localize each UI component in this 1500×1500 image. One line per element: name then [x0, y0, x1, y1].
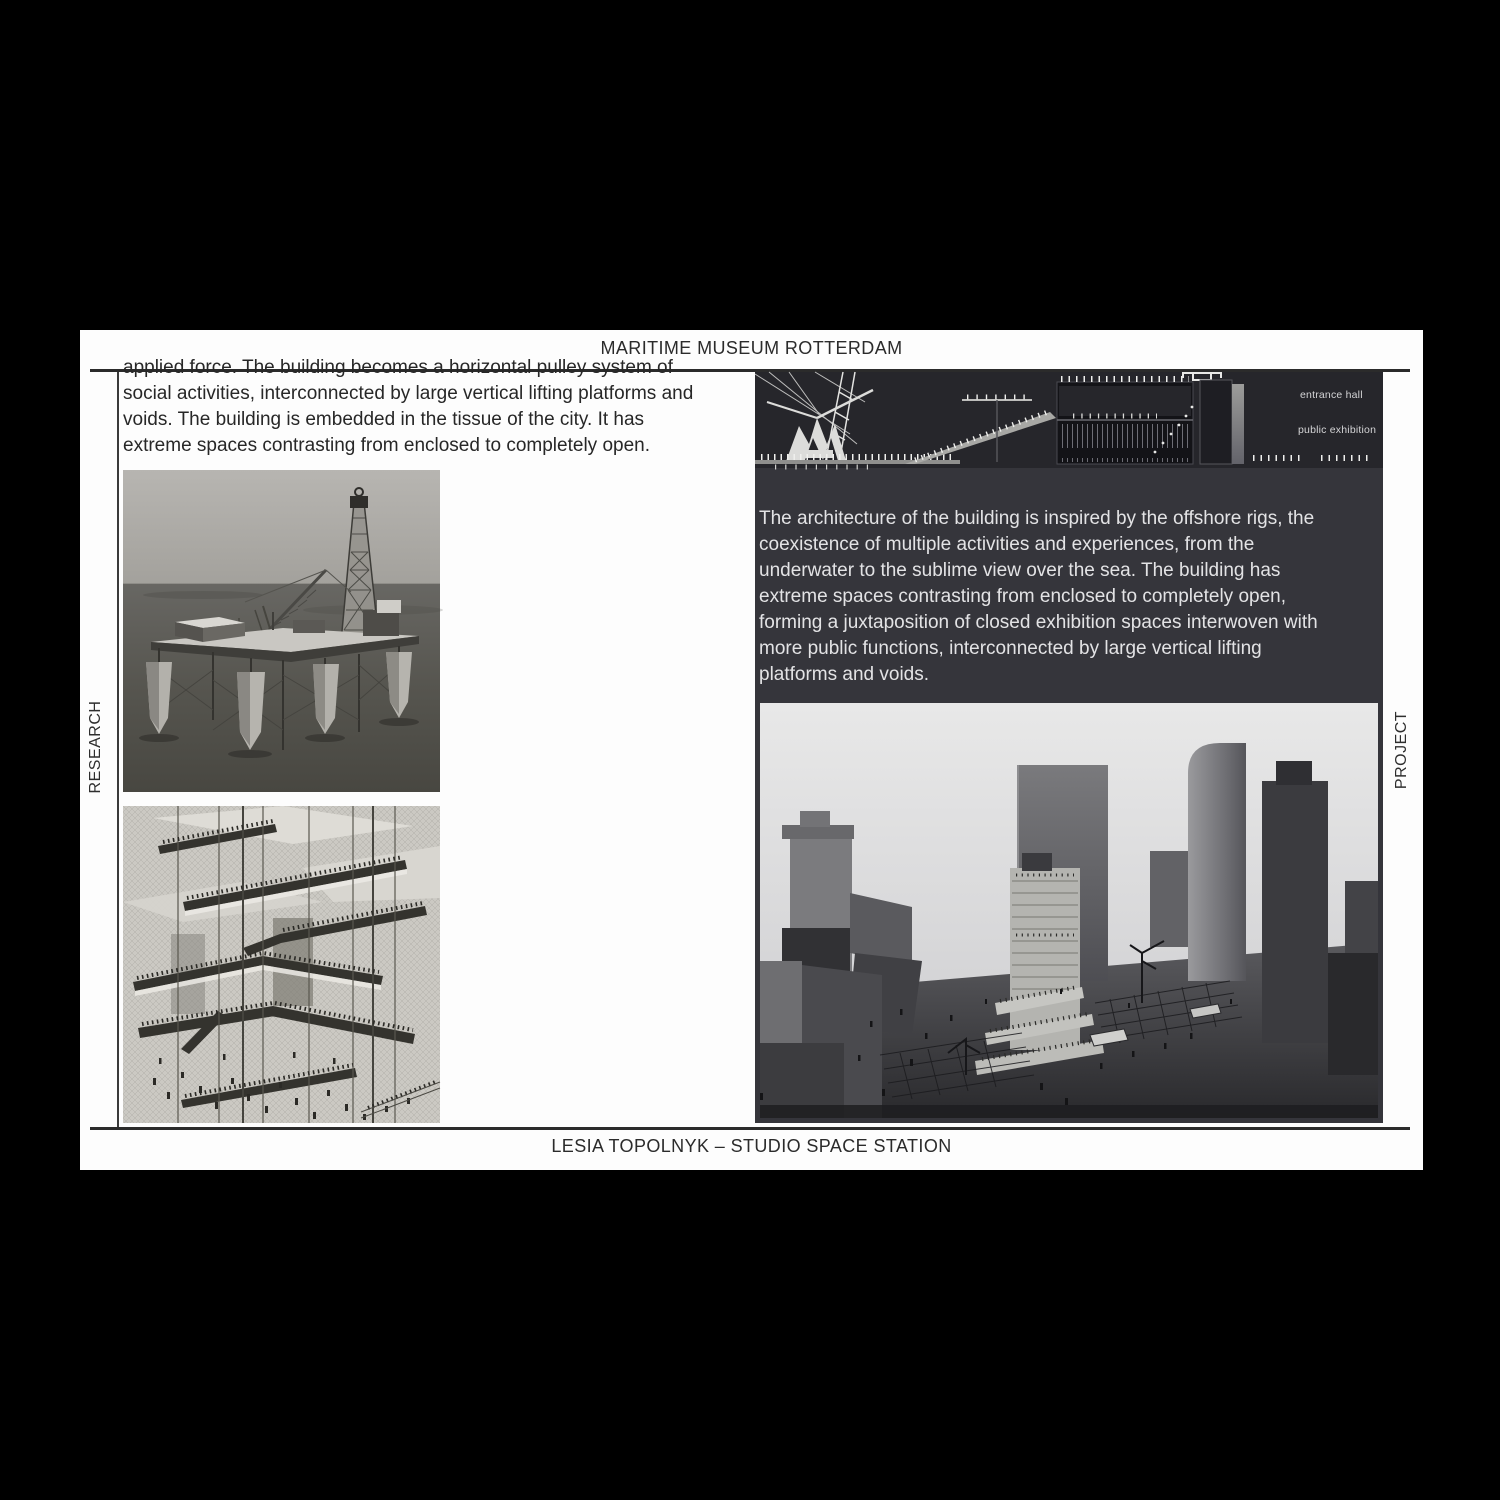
- framework-interior-drawing: [123, 806, 440, 1123]
- entrance-hall-label: entrance hall: [1300, 389, 1363, 401]
- site-model-photo: [760, 703, 1378, 1118]
- public-exhibition-label: public exhibition: [1298, 424, 1377, 436]
- research-paragraph: applied force. The building becomes a horizontal pulley system of social activities, interconnected by large vertical lifting platforms and voids. The building is embedded in the tissue of the city. It has extreme spaces contrasting from enclosed to completely open.: [123, 357, 694, 456]
- offshore-rig-photo: [123, 470, 440, 792]
- page-footer: LESIA TOPOLNYK – STUDIO SPACE STATION: [551, 1136, 952, 1156]
- project-paragraph: The architecture of the building is inspired by the offshore rigs, the coexistence of multiple activities and experiences, from the underwater to the sublime view over the sea. The building has extreme spaces contrasting from enclosed to completely open, forming a juxtaposition of closed exhibition spaces interwoven with more public functions, interconnected by large vertical lifting platforms and voids.: [759, 508, 1318, 685]
- page-title: MARITIME MUSEUM ROTTERDAM: [600, 338, 903, 358]
- project-panel: [755, 372, 1383, 1123]
- research-side-label: RESEARCH: [87, 700, 104, 794]
- presentation-sheet: [80, 330, 1423, 1170]
- left-column-rule: [117, 372, 119, 1127]
- section-drawing: [755, 372, 1383, 468]
- project-side-label: PROJECT: [1393, 710, 1410, 790]
- bottom-rule: [90, 1127, 1410, 1130]
- research-paragraph-clip: [123, 357, 783, 464]
